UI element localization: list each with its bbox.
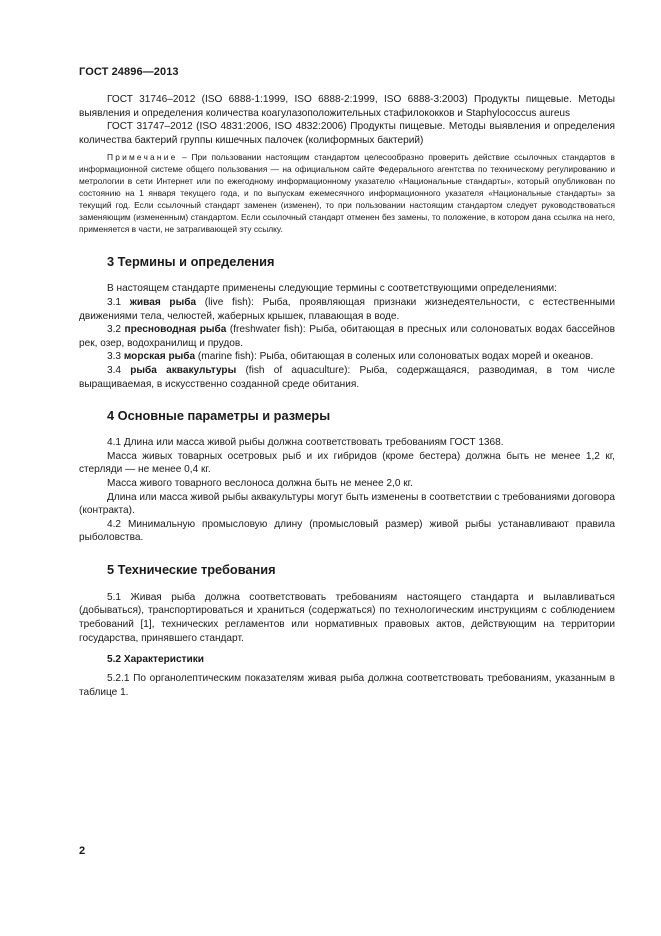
section-4-paragraph: 4.2 Минимальную промысловую длину (промысловый размер) живой рыбы устанавливают правила рыболовства. (79, 518, 615, 544)
section-5-2-paragraph: 5.2.1 По органолептическим показателям живая рыба должна соответствовать требованиям, указанным в таблице 1. (79, 673, 615, 698)
term-definition (79, 296, 615, 323)
section-3-intro: В настоящем стандарте применены следующие термины с соответствующими определениями: (107, 283, 557, 295)
document-header: ГОСТ 24896—2013 (79, 66, 179, 78)
term-name: морская рыба (123, 351, 196, 363)
term-definition (79, 364, 615, 391)
section-4-paragraph: Масса живых товарных осетровых рыб и их гибридов (кроме бестера) должна быть не менее 1,2 кг, стерляди — не менее 0,4 кг. (79, 450, 615, 476)
section-4-paragraph: Длина или масса живой рыбы аквакультуры могут быть изменены в соответствии с требованиями договора (контракта). (79, 491, 615, 517)
term-name: живая рыба (129, 296, 197, 308)
term-name: пресноводная рыба (124, 324, 227, 336)
note-paragraph (79, 151, 615, 235)
subsection-5-2-heading: 5.2 Характеристики (107, 654, 204, 666)
document-body (79, 93, 615, 699)
note-label: Примечание (107, 152, 178, 163)
section-4-heading: 4 Основные параметры и размеры (107, 408, 331, 424)
term-text: (marine fish): Рыба, обитающая в соленых или солоноватых водах морей и океанов. (195, 351, 594, 363)
section-5-heading: 5 Технические требования (107, 561, 276, 577)
reference-item: ГОСТ 31747–2012 (ISO 4831:2006, ISO 4832:2006) Продукты пищевые. Методы выявления и определения количества бактерий группы кишечных палочек (колиформных бактерий) (79, 121, 615, 146)
term-text: (freshwater fish): Рыба, обитающая в пресных или солоноватых водах бассейнов рек, озер, водохранилищ и прудов. (79, 324, 615, 349)
section-4-paragraph: 4.1 Длина или масса живой рыбы должна соответствовать требованиям ГОСТ 1368. (107, 437, 504, 449)
term-definition (79, 350, 615, 364)
section-4-paragraph: Масса живого товарного веслоноса должна быть не менее 2,0 кг. (107, 477, 413, 489)
term-name: рыба аквакультуры (130, 364, 237, 376)
term-text: (fish of aquaculture): Рыба, содержащаяся, разводимая, в том числе выращиваемая, в искусственно созданной среде обитания. (79, 364, 615, 390)
term-number: 3.2 (107, 324, 125, 336)
reference-item: ГОСТ 31746–2012 (ISO 6888-1:1999, ISO 6888-2:1999, ISO 6888-3:2003) Продукты пищевые. Методы выявления и определения количества коагулазоположительных стафилококков и Staphylococcus aureus (79, 94, 615, 119)
term-number: 3.4 (107, 364, 131, 376)
term-number: 3.3 (107, 351, 124, 363)
term-number: 3.1 (107, 296, 130, 308)
page-number: 2 (79, 845, 86, 857)
note-text: – При пользовании настоящим стандартом целесообразно проверить действие ссылочных стандартов в информационной системе общего пользования — на официальном сайте Федерального агентства по техническому регулированию и метрологии в сети Интернет или по ежегодному информационному указателю «Национальные стандарты», который опубликован по состоянию на 1 января текущего года, и по выпускам ежемесячного информационного указателя «Национальные стандарты» за текущий год. Если ссылочный стандарт заменен (изменен), то при пользовании настоящим стандартом следует руководствоваться заменяющим (измененным) стандартом. Если ссылочный стандарт отменен без замены, то положение, в котором дана ссылка на него, применяется в части, не затрагивающей эту ссылку. (79, 152, 615, 235)
term-definition (79, 323, 615, 350)
term-text: (live fish): Рыба, проявляющая признаки жизнедеятельности, с естественными движениями тела, челюстей, жаберных крышек, плавающая в воде. (79, 296, 615, 322)
section-3-heading: 3 Термины и определения (107, 254, 275, 270)
section-5-paragraph: 5.1 Живая рыба должна соответствовать требованиям настоящего стандарта и вылавливаться (добываться), транспортироваться и храниться (содержаться) по технологическим инструкциям с соблюдением требований [1], технических регламентов или нормативных правовых актов, действующим на территории государства, принявшего стандарт. (79, 591, 615, 644)
